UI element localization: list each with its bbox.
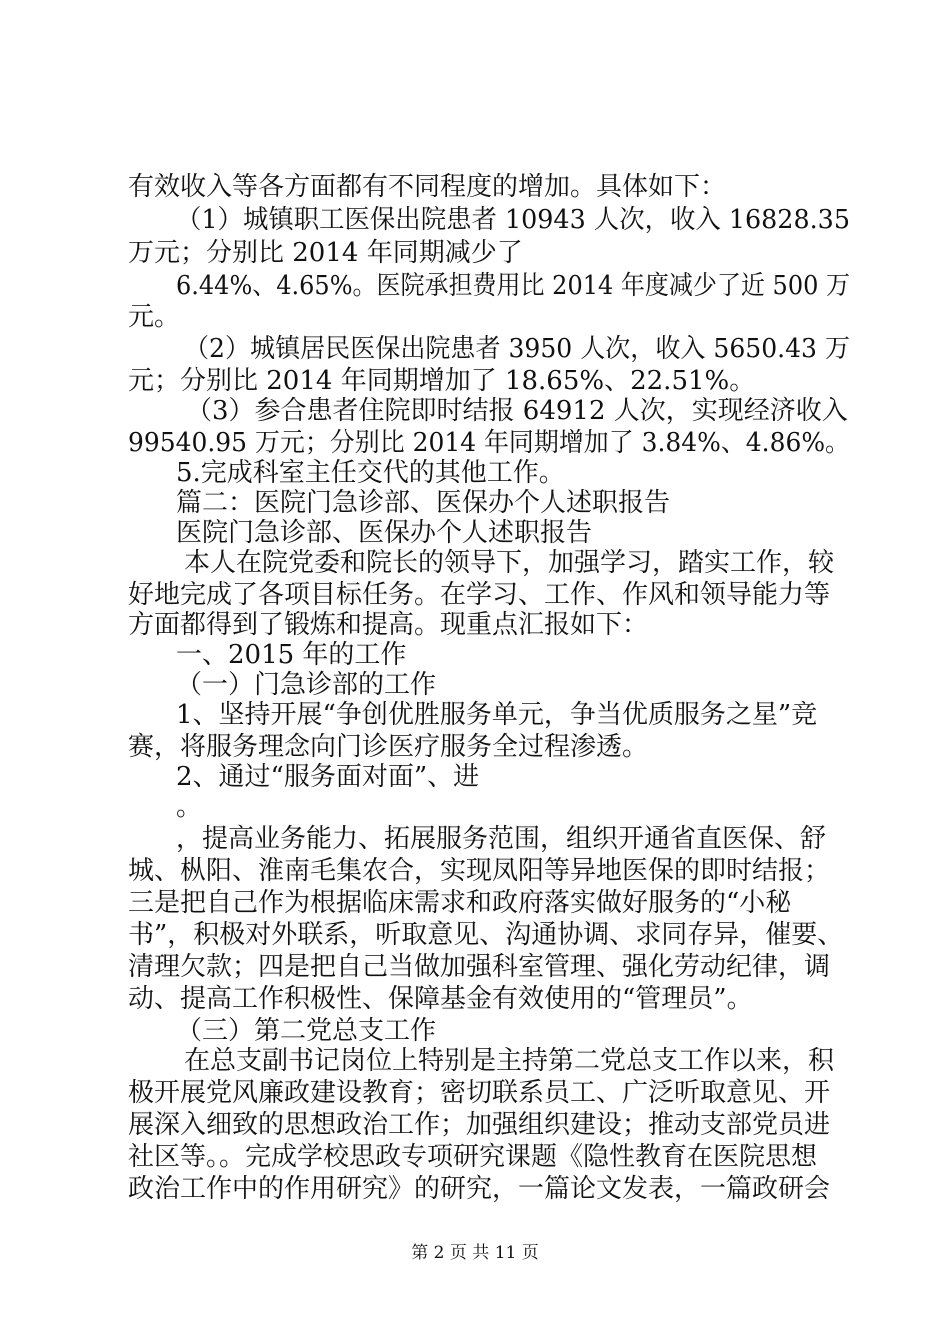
- text-line: 方面都得到了锻炼和提高。现重点汇报如下：: [128, 610, 649, 640]
- text-line: 2、通过“服务面对面”、进: [176, 762, 480, 792]
- text-line: 动、提高工作积极性、保障基金有效使用的“管理员”。: [128, 984, 753, 1014]
- text-line: 好地完成了各项目标任务。在学习、工作、作风和领导能力等: [128, 580, 831, 610]
- section-heading: （一）门急诊部的工作: [176, 670, 437, 700]
- text-line: 元；分别比 2014 年同期增加了 18.65%、22.51%。: [128, 366, 756, 396]
- text-line: 在总支副书记岗位上特别是主持第二党总支工作以来，积: [184, 1046, 835, 1076]
- text-line: 三是把自己作为根据临床需求和政府落实做好服务的“小秘: [128, 888, 792, 918]
- text-line: （3）参合患者住院即时结报 64912 人次，实现经济收入: [186, 396, 848, 426]
- text-line: 政治工作中的作用研究》的研究，一篇论文发表，一篇政研会: [128, 1174, 831, 1204]
- text-line: 5.完成科室主任交代的其他工作。: [176, 458, 565, 488]
- section-heading: 一、2015 年的工作: [176, 640, 407, 670]
- text-line: 书”，积极对外联系，听取意见、沟通协调、求同存异，催要、: [128, 920, 844, 950]
- text-line: ，提高业务能力、拓展服务范围，组织开通省直医保、舒: [176, 824, 827, 854]
- text-line: 社区等。。完成学校思政专项研究课题《隐性教育在医院思想: [128, 1142, 818, 1172]
- text-line: 99540.95 万元；分别比 2014 年同期增加了 3.84%、4.86%。: [128, 428, 850, 458]
- text-line: （2）城镇居民医保出院患者 3950 人次，收入 5650.43 万: [184, 334, 850, 364]
- section-heading: 篇二：医院门急诊部、医保办个人述职报告: [176, 488, 671, 518]
- text-line: 城、枞阳、淮南毛集农合，实现凤阳等异地医保的即时结报；: [128, 856, 831, 886]
- text-line: 。: [176, 792, 203, 822]
- text-line: 有效收入等各方面都有不同程度的增加。具体如下：: [128, 172, 727, 202]
- page-footer: 第 2 页 共 11 页: [411, 1243, 539, 1263]
- text-line: （1）城镇职工医保出院患者 10943 人次，收入 16828.35: [176, 205, 850, 235]
- document-title: 医院门急诊部、医保办个人述职报告: [176, 518, 593, 548]
- text-line: 1、坚持开展“争创优胜服务单元，争当优质服务之星”竞: [176, 700, 818, 730]
- text-line: 赛，将服务理念向门诊医疗服务全过程渗透。: [128, 732, 649, 762]
- text-line: 展深入细致的思想政治工作；加强组织建设；推动支部党员进: [128, 1110, 831, 1140]
- section-heading: （三）第二党总支工作: [176, 1016, 437, 1046]
- text-line: 6.44%、4.65%。医院承担费用比 2014 年度减少了近 500 万: [176, 271, 850, 301]
- text-line: 万元；分别比 2014 年同期减少了: [128, 238, 523, 268]
- text-line: 本人在院党委和院长的领导下，加强学习，踏实工作，较: [184, 548, 835, 578]
- text-line: 极开展党风廉政建设教育；密切联系员工、广泛听取意见、开: [128, 1078, 831, 1108]
- text-line: 元。: [128, 302, 181, 332]
- text-line: 清理欠款；四是把自己当做加强科室管理、强化劳动纪律，调: [128, 952, 831, 982]
